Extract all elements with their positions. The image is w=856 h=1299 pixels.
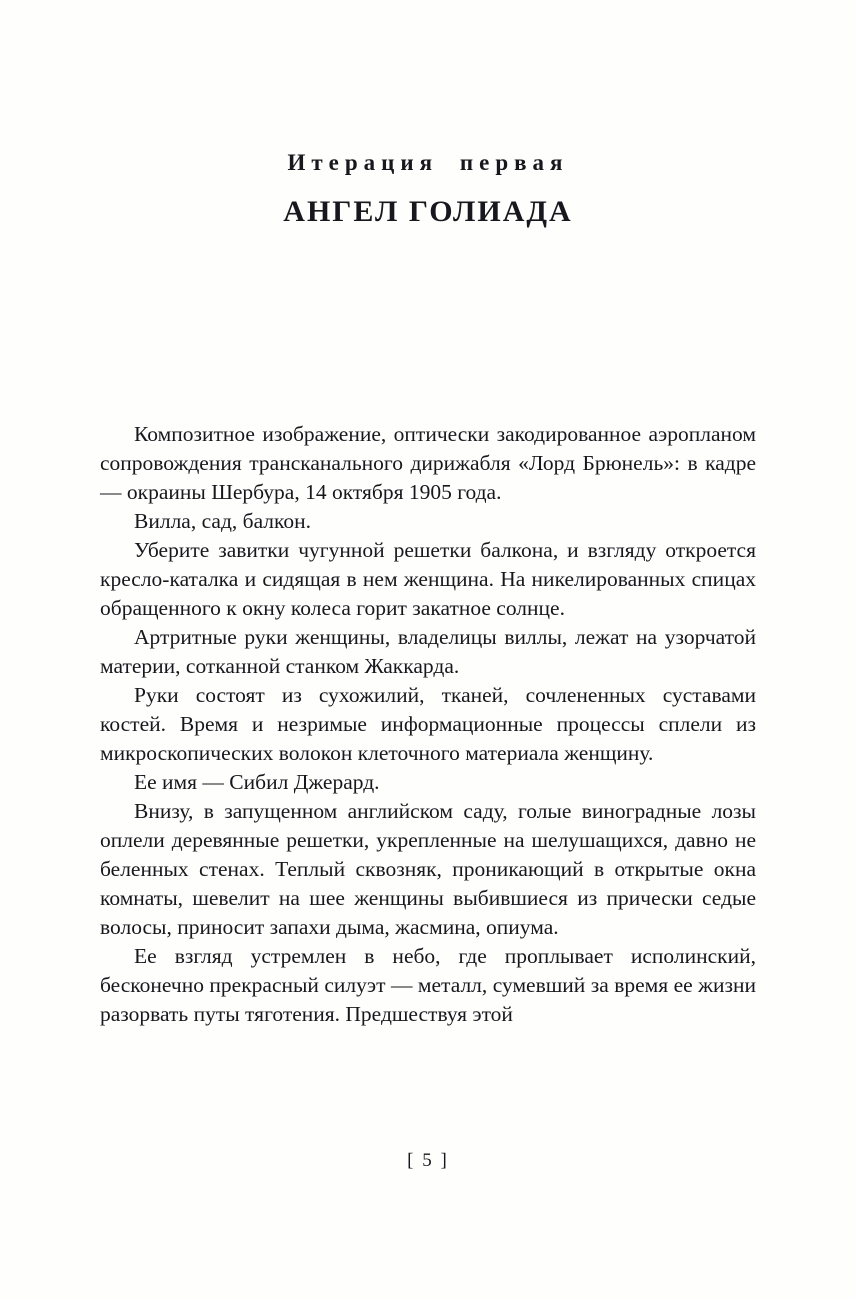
paragraph: Артритные руки женщины, владелицы виллы, лежат на узорчатой материи, сотканной станком Жаккарда. [100,625,756,678]
paragraph: Уберите завитки чугунной решетки балкона, и взгляду откроется кресло-каталка и сидящая в нем женщина. На никелированных спицах обращенного к окну колеса горит закатное солнце. [100,538,756,620]
body-text [100,420,756,1029]
paragraph: Ее имя — Сибил Джерард. [134,770,380,794]
chapter-title: АНГЕЛ ГОЛИАДА [283,195,573,228]
paragraph: Руки состоят из сухожилий, тканей, сочлененных суставами костей. Время и незримые информационные процессы сплели из микроскопических волокон клеточного материала женщину. [100,683,756,765]
paragraph: Внизу, в запущенном английском саду, голые виноградные лозы оплели деревянные решетки, укрепленные на шелушащихся, давно не беленных стенах. Теплый сквозняк, проникающий в открытые окна комнаты, шевелит на шее женщины выбившиеся из прически седые волосы, приносит запахи дыма, жасмина, опиума. [100,799,756,939]
chapter-kicker: Итерация первая [287,150,569,175]
paragraph: Ее взгляд устремлен в небо, где проплывает исполинский, бесконечно прекрасный силуэт — металл, сумевший за время ее жизни разорвать путы тяготения. Предшествуя этой [100,944,756,1026]
paragraph: Композитное изображение, оптически закодированное аэропланом сопровождения трансканального дирижабля «Лорд Брюнель»: в кадре — окраины Шербура, 14 октября 1905 года. [100,422,756,504]
paragraph: Вилла, сад, балкон. [134,509,312,533]
page-number: [ 5 ] [407,1150,449,1171]
